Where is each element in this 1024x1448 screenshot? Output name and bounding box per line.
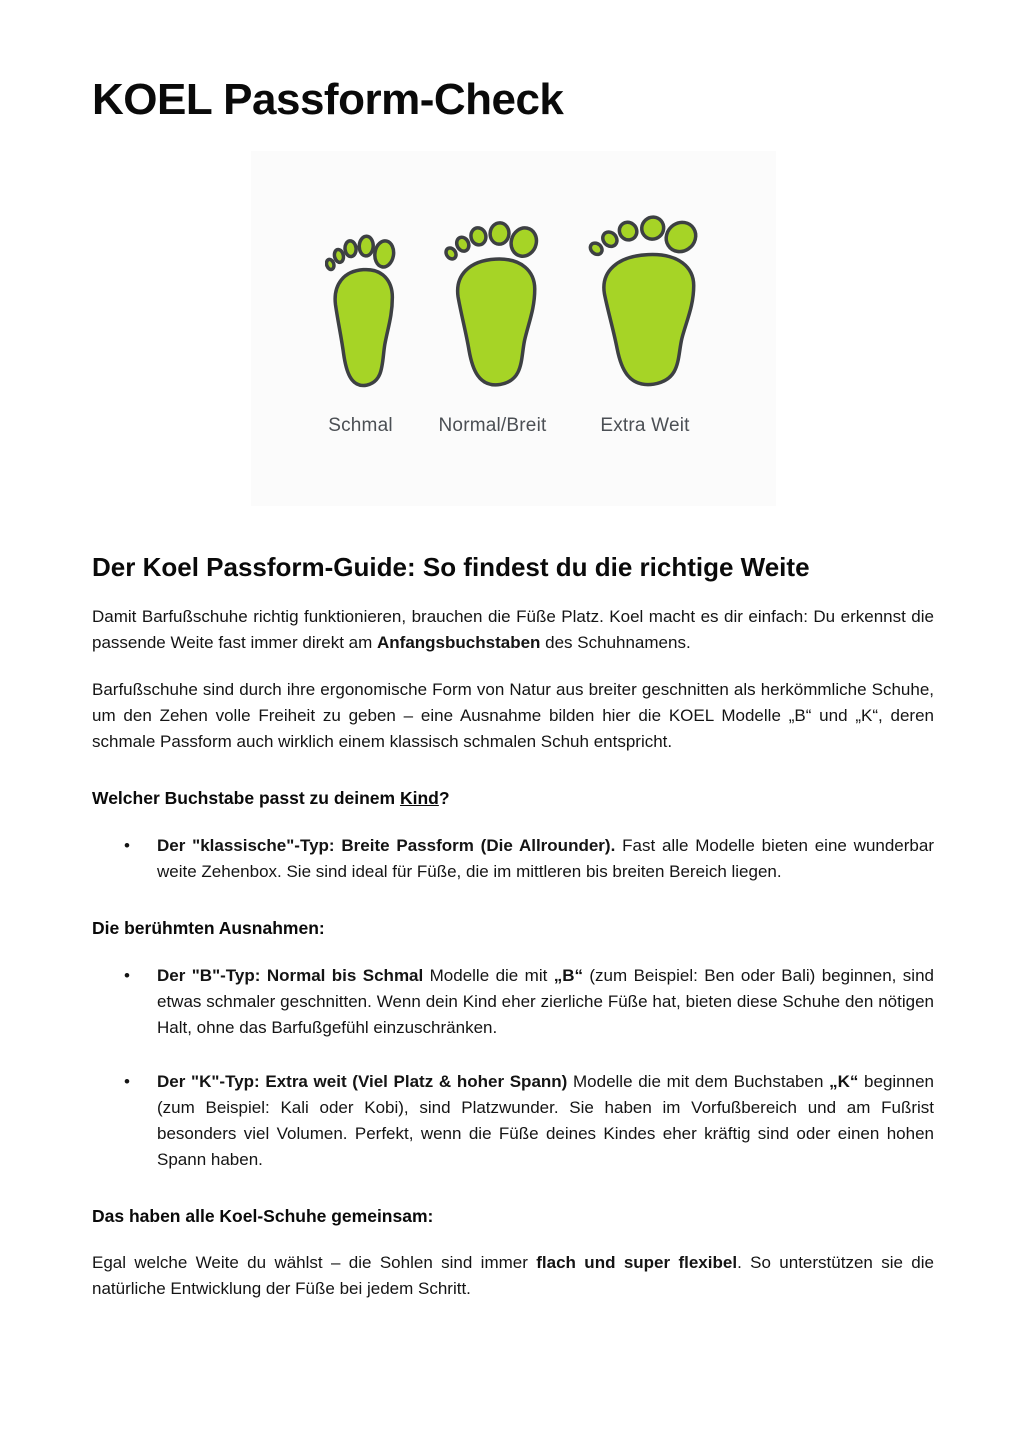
exceptions-list bbox=[92, 963, 934, 1173]
footprint-normal-icon bbox=[444, 215, 541, 393]
foot-width-figure bbox=[251, 151, 776, 506]
common-heading: Das haben alle Koel-Schuhe gemeinsam: bbox=[92, 1206, 434, 1227]
foot-label-extra-weit: Extra Weit bbox=[600, 415, 690, 437]
foot-label-schmal: Schmal bbox=[328, 415, 393, 437]
foot-col-schmal bbox=[325, 229, 397, 437]
bullet-icon: • bbox=[124, 1072, 130, 1092]
ergonomic-paragraph: Barfußschuhe sind durch ihre ergonomische Form von Natur aus breiter geschnitten als herkömmliche Schuhe, um den Zehen volle Freiheit zu geben – eine Ausnahme bilden hier die KOEL Modelle „B“ und „K“, deren schmale Passform auch wirklich einem klassisch schmalen Schuh entspricht. bbox=[92, 680, 934, 752]
footprint-wide-icon bbox=[588, 209, 701, 393]
foot-col-normal-breit bbox=[439, 215, 547, 437]
list-item-b-type: • Der "B"-Typ: Normal bis Schmal Modelle die mit „B“ (zum Beispiel: Ben oder Bali) beginnen, sind etwas schmaler geschnitten. Wenn dein Kind eher zierliche Füße hat, bieten diese Schuhe den nötigen Halt, ohne das Barfußgefühl einzuschränken. bbox=[92, 963, 934, 1041]
intro-paragraph: Damit Barfußschuhe richtig funktionieren, brauchen die Füße Platz. Koel macht es dir einfach: Du erkennst die passende Weite fast immer direkt am Anfangsbuchstaben des Schuhnamens. bbox=[92, 607, 934, 653]
foot-col-extra-weit bbox=[588, 209, 701, 437]
outro-paragraph: Egal welche Weite du wählst – die Sohlen sind immer flach und super flexibel. So unterstützen sie die natürliche Entwicklung der Füße bei jedem Schritt. bbox=[92, 1253, 934, 1299]
list-item-k-type: • Der "K"-Typ: Extra weit (Viel Platz & hoher Spann) Modelle die mit dem Buchstaben „K“ beginnen (zum Beispiel: Kali oder Kobi), sind Platzwunder. Sie haben im Vorfußbereich und am Fußrist besonders viel Volumen. Perfekt, wenn die Füße deines Kindes eher kräftig sind oder einen hohen Spann haben. bbox=[92, 1069, 934, 1173]
footprints-row bbox=[325, 209, 702, 437]
bullet-icon: • bbox=[124, 836, 130, 856]
classic-type-list bbox=[92, 833, 934, 885]
question-heading: Welcher Buchstabe passt zu deinem Kind? bbox=[92, 788, 450, 809]
guide-heading: Der Koel Passform-Guide: So findest du die richtige Weite bbox=[92, 552, 810, 583]
exceptions-heading: Die berühmten Ausnahmen: bbox=[92, 918, 325, 939]
bullet-icon: • bbox=[124, 966, 130, 986]
list-item-classic-type: • Der "klassische"-Typ: Breite Passform (Die Allrounder). Fast alle Modelle bieten eine wunderbar weite Zehenbox. Sie sind ideal für Füße, die im mittleren bis breiten Bereich liegen. bbox=[92, 833, 934, 885]
foot-label-normal-breit: Normal/Breit bbox=[438, 415, 547, 437]
footprint-narrow-icon bbox=[325, 229, 397, 393]
page-title: KOEL Passform-Check bbox=[92, 75, 564, 124]
